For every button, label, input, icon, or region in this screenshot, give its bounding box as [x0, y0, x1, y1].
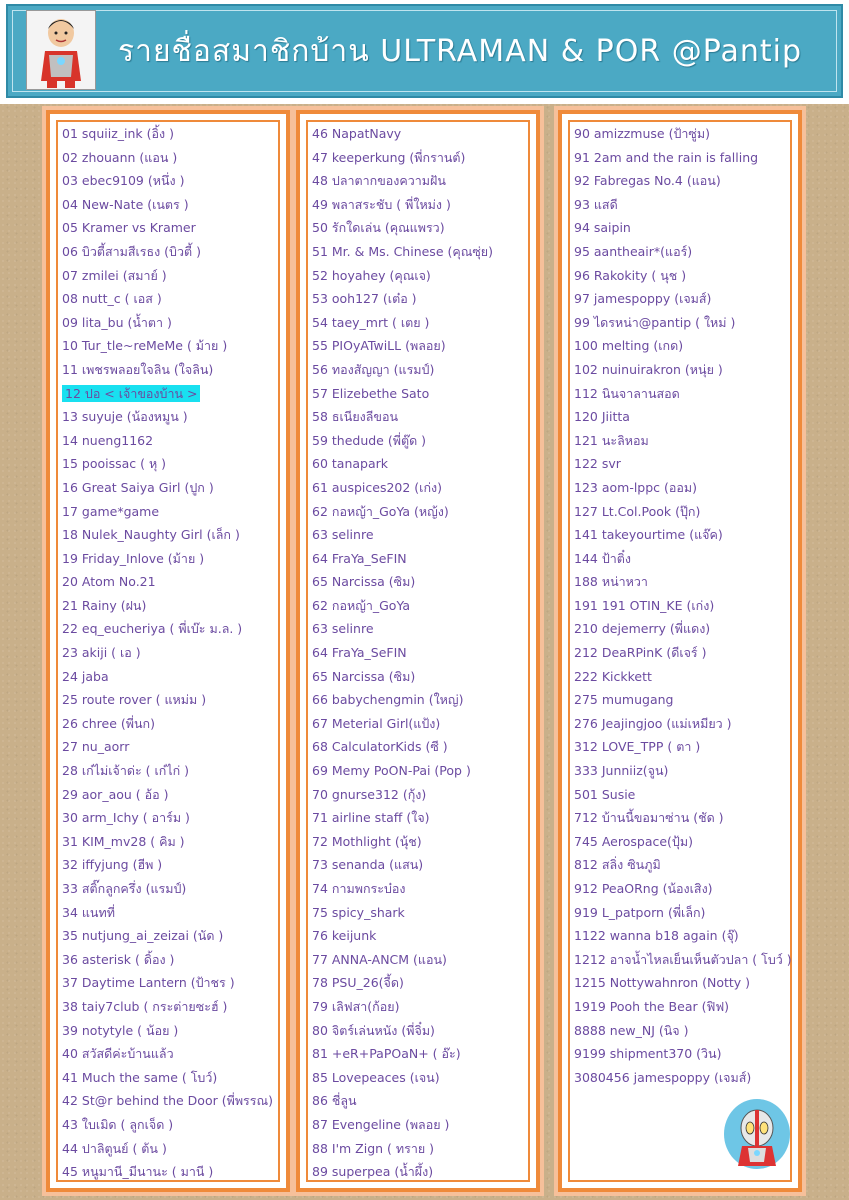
member-name: 49 พลาสระชับ ( พี่ใหม่ง ) — [312, 196, 451, 212]
member-list-item — [62, 500, 282, 524]
member-list-item — [312, 1113, 532, 1137]
member-list-item — [312, 429, 532, 453]
member-name: 10 Tur_tle~reMeMe ( ม้าย ) — [62, 338, 228, 354]
member-name: 112 นินจาลานสอด — [574, 385, 680, 401]
member-list-item — [574, 311, 794, 335]
member-name: 87 Evengeline (พลอย ) — [312, 1116, 450, 1132]
member-list-item — [62, 1137, 282, 1161]
member-list-item — [62, 924, 282, 948]
member-name: 91 2am and the rain is falling — [574, 149, 759, 165]
member-list-item — [574, 287, 794, 311]
member-list-item — [312, 901, 532, 925]
member-list-item — [312, 169, 532, 193]
member-name: 65 Narcissa (ซิม) — [312, 668, 416, 684]
member-name: 54 taey_mrt ( เตย ) — [312, 314, 430, 330]
member-name: 17 game*game — [62, 503, 160, 519]
member-list-item — [312, 1019, 532, 1043]
member-name: 21 Rainy (ฝน) — [62, 597, 147, 613]
member-name: 144 ป้าติ๋ง — [574, 550, 632, 566]
member-list-item — [574, 665, 794, 689]
member-name: 745 Aerospace(ปุ้ม) — [574, 833, 693, 849]
member-list-item — [312, 641, 532, 665]
member-name: 85 Lovepeaces (เจน) — [312, 1069, 440, 1085]
member-name: 32 iffyjung (ฮีพ ) — [62, 857, 163, 873]
member-name: 141 takeyourtime (แจ๊ค) — [574, 527, 723, 543]
member-name: 20 Atom No.21 — [62, 574, 156, 590]
member-list-item — [574, 853, 794, 877]
member-list-item — [312, 617, 532, 641]
member-name: 31 KIM_mv28 ( คิม ) — [62, 833, 185, 849]
member-list-item — [312, 216, 532, 240]
member-list-item — [574, 995, 794, 1019]
member-list-item — [62, 146, 282, 170]
member-name: 1122 wanna b18 again (จุ๊) — [574, 928, 739, 944]
member-list-item — [574, 358, 794, 382]
member-list-item — [312, 146, 532, 170]
member-list-item — [312, 405, 532, 429]
member-name: 12 ปอ < เจ้าของบ้าน > — [62, 385, 200, 402]
member-name: 102 nuinuirakron (หนุ่ย ) — [574, 361, 723, 377]
member-name: 712 บ้านนี้ขอมาซ่าน (ชัด ) — [574, 810, 724, 826]
member-list-item — [574, 806, 794, 830]
member-name: 188 หน่าหวา — [574, 574, 648, 590]
member-list-item — [312, 853, 532, 877]
member-list-item — [574, 971, 794, 995]
member-name: 56 ทองสัญญา (แรมป์) — [312, 361, 435, 377]
member-list-item — [312, 358, 532, 382]
member-list-item — [312, 924, 532, 948]
member-name: 19 Friday_Inlove (ม้าย ) — [62, 550, 205, 566]
member-name: 94 saipin — [574, 220, 631, 236]
member-list-item — [62, 1042, 282, 1066]
member-name: 90 amizzmuse (ป้าซู่ม) — [574, 126, 711, 141]
member-list-item — [574, 594, 794, 618]
member-name: 1919 Pooh the Bear (ฟิฟ) — [574, 998, 730, 1014]
member-name: 63 selinre — [312, 621, 374, 637]
member-list-item — [62, 122, 282, 146]
member-list-item — [312, 759, 532, 783]
member-name: 48 ปลาตากของความฝัน — [312, 173, 446, 189]
member-name: 44 ปาลิตูนย์ ( ต้น ) — [62, 1140, 167, 1156]
member-list-item — [62, 617, 282, 641]
member-name: 65 Narcissa (ซิม) — [312, 574, 416, 590]
member-name: 23 akiji ( เอ ) — [62, 645, 141, 661]
member-list-item — [62, 334, 282, 358]
member-name: 9199 shipment370 (วิน) — [574, 1046, 722, 1062]
member-list-item — [574, 334, 794, 358]
member-list-item — [62, 1089, 282, 1113]
member-list-item — [574, 830, 794, 854]
member-list-item — [574, 1019, 794, 1043]
member-list-item — [62, 547, 282, 571]
member-list-item — [312, 783, 532, 807]
member-name: 70 gnurse312 (กุ้ง) — [312, 786, 427, 802]
member-list-item — [312, 452, 532, 476]
member-list-item — [574, 523, 794, 547]
member-list-item — [62, 311, 282, 335]
member-name: 39 notytyle ( น้อย ) — [62, 1022, 179, 1038]
header-banner — [0, 0, 849, 104]
member-list-item — [62, 830, 282, 854]
member-list-item — [574, 429, 794, 453]
member-list-item — [62, 382, 282, 406]
member-list-item — [62, 735, 282, 759]
member-list-item — [574, 1042, 794, 1066]
member-name: 35 nutjung_ai_zeizai (นัด ) — [62, 928, 224, 944]
member-name: 93 แสดี — [574, 196, 618, 212]
member-list-item — [312, 712, 532, 736]
member-name: 60 tanapark — [312, 456, 388, 472]
member-list-item — [312, 1160, 532, 1184]
member-list-item — [62, 783, 282, 807]
member-name: 38 taiy7club ( กระต่ายซะฮ์ ) — [62, 998, 228, 1014]
member-name: 812 สลิ่ง ซินภูมิ — [574, 857, 661, 873]
member-column-3 — [558, 110, 802, 1192]
member-name: 80 จิตร์เล่นหนัง (พี่จิ๋ม) — [312, 1022, 435, 1038]
member-name: 127 Lt.Col.Pook (ปุ๊ก) — [574, 503, 701, 519]
member-name: 61 auspices202 (เก่ง) — [312, 479, 442, 495]
member-list-3 — [574, 122, 794, 1089]
member-name: 51 Mr. & Ms. Chinese (คุณซุ่ย) — [312, 243, 493, 259]
member-list-item — [574, 452, 794, 476]
member-list-item — [574, 712, 794, 736]
member-name: 18 Nulek_Naughty Girl (เล็ก ) — [62, 527, 240, 543]
member-name: 52 hoyahey (คุณเจ) — [312, 267, 431, 283]
member-name: 42 St@r behind the Door (พี่พรรณ) — [62, 1093, 273, 1109]
member-column-2 — [296, 110, 540, 1192]
member-list-item — [312, 948, 532, 972]
member-list-item — [574, 1066, 794, 1090]
member-list-item — [62, 1066, 282, 1090]
member-list-item — [312, 806, 532, 830]
member-name: 64 FraYa_SeFIN — [312, 550, 407, 566]
member-name: 191 191 OTIN_KE (เก่ง) — [574, 597, 715, 613]
member-name: 71 airline staff (ใจ) — [312, 810, 430, 826]
member-name: 78 PSU_26(จี้ด) — [312, 975, 404, 991]
member-name: 276 Jeajingjoo (แม่เหมียว ) — [574, 715, 732, 731]
member-list-item — [62, 901, 282, 925]
member-list-item — [62, 948, 282, 972]
member-name: 76 keijunk — [312, 928, 377, 944]
member-name: 95 aantheair*(แอร์) — [574, 243, 693, 259]
member-list-item — [62, 594, 282, 618]
member-name: 59 thedude (พี่ตู๊ด ) — [312, 432, 427, 448]
member-list-item — [62, 759, 282, 783]
member-name: 34 แนทที่ — [62, 904, 115, 920]
member-list-item — [312, 193, 532, 217]
member-list-item — [312, 1137, 532, 1161]
member-list-item — [62, 264, 282, 288]
member-list-item — [62, 1113, 282, 1137]
member-list-item — [312, 877, 532, 901]
member-name: 47 keeperkung (พี่กรานต์) — [312, 149, 466, 165]
member-list-item — [312, 476, 532, 500]
member-list-item — [62, 193, 282, 217]
member-name: 68 CalculatorKids (ซี ) — [312, 739, 448, 755]
member-list-item — [312, 735, 532, 759]
member-list-item — [62, 877, 282, 901]
member-name: 43 ใบเมิด ( ลูกเจ็ด ) — [62, 1116, 174, 1132]
member-list-item — [62, 971, 282, 995]
member-list-item — [574, 405, 794, 429]
member-list-item — [312, 311, 532, 335]
member-name: 333 Junniiz(จูน) — [574, 763, 669, 779]
member-list-item — [574, 264, 794, 288]
member-name: 8888 new_NJ (นิจ ) — [574, 1022, 689, 1038]
member-name: 22 eq_eucheriya ( พี่เบ๊ะ ม.ล. ) — [62, 621, 243, 637]
member-list-item — [62, 853, 282, 877]
member-list-item — [574, 476, 794, 500]
member-list-item — [312, 382, 532, 406]
member-list-item — [62, 806, 282, 830]
member-name: 912 PeaORng (น้องเสิง) — [574, 881, 713, 896]
page-title: รายชื่อสมาชิกบ้าน ULTRAMAN & POR @Pantip — [117, 34, 802, 69]
member-list-item — [312, 1042, 532, 1066]
member-name: 37 Daytime Lantern (ป้าชร ) — [62, 975, 235, 991]
member-list-item — [574, 169, 794, 193]
member-list-item — [312, 523, 532, 547]
member-list-item — [574, 500, 794, 524]
ultraman-mascot-icon — [722, 1098, 792, 1174]
member-name: 41 Much the same ( โบว์) — [62, 1069, 218, 1085]
member-list-item — [574, 783, 794, 807]
member-list-item — [62, 476, 282, 500]
member-name: 62 กอหญ้า_GoYa (หญ้ง) — [312, 503, 449, 519]
member-name: 222 Kickkett — [574, 668, 652, 684]
member-name: 53 ooh127 (เต๋อ ) — [312, 291, 417, 307]
member-list-item — [312, 971, 532, 995]
member-name: 73 senanda (แสน) — [312, 857, 424, 873]
member-name: 64 FraYa_SeFIN — [312, 645, 407, 661]
member-name: 120 Jiitta — [574, 409, 630, 425]
member-list-item — [62, 1019, 282, 1043]
member-name: 45 หนูมานี_มีนานะ ( มานี ) — [62, 1164, 214, 1180]
member-list-item — [312, 1066, 532, 1090]
member-name: 81 +eR+PaPOaN+ ( อ๊ะ) — [312, 1046, 461, 1062]
member-list-item — [312, 240, 532, 264]
member-list-item — [574, 735, 794, 759]
member-name: 66 babychengmin (ใหญ่) — [312, 692, 464, 708]
member-name: 24 jaba — [62, 668, 109, 684]
member-name: 919 L_patporn (พี่เล็ก) — [574, 904, 706, 920]
member-list-item — [312, 1089, 532, 1113]
member-list-item — [62, 358, 282, 382]
member-list-item — [574, 948, 794, 972]
member-name: 50 รักใดเล่น (คุณแพรว) — [312, 220, 445, 236]
member-name: 3080456 jamespoppy (เจมส์) — [574, 1069, 752, 1085]
member-name: 04 New-Nate (เนตร ) — [62, 196, 189, 212]
member-list-item — [312, 830, 532, 854]
ultraman-avatar — [26, 10, 96, 90]
member-name: 275 mumugang — [574, 692, 674, 708]
member-name: 26 chree (พี่นก) — [62, 715, 155, 731]
member-name: 100 melting (เกด) — [574, 338, 684, 354]
member-name: 08 nutt_c ( เอส ) — [62, 291, 162, 307]
member-list-item — [312, 688, 532, 712]
member-name: 74 กามพกระบ๋อง — [312, 881, 406, 896]
member-name: 89 superpea (น้ำผึ้ง) — [312, 1164, 434, 1180]
member-name: 79 เลิฟสา(ก้อย) — [312, 998, 400, 1014]
member-list-item — [574, 570, 794, 594]
member-name: 13 suyuje (น้องหมูน ) — [62, 409, 188, 425]
member-list-item — [62, 523, 282, 547]
member-name: 1215 Nottywahnron (Notty ) — [574, 975, 751, 991]
cartoon-figure-icon — [27, 11, 95, 89]
member-name: 96 Rakokity ( นุช ) — [574, 267, 687, 283]
member-name: 86 ชี่ลูน — [312, 1093, 357, 1109]
member-name: 11 เพชรพลอยใจลิน (ใจลิน) — [62, 361, 214, 377]
member-name: 99 ไดรหน่า@pantip ( ใหม่ ) — [574, 314, 736, 330]
member-list-item — [312, 334, 532, 358]
member-list-item — [574, 193, 794, 217]
member-name: 72 Mothlight (นุ้ช) — [312, 833, 422, 849]
member-name: 63 selinre — [312, 527, 374, 543]
member-list-item — [62, 712, 282, 736]
member-name: 122 svr — [574, 456, 621, 472]
member-name: 57 Elizebethe Sato — [312, 385, 430, 401]
member-name: 02 zhouann (แอน ) — [62, 149, 178, 165]
member-list-item — [62, 405, 282, 429]
member-column-1 — [46, 110, 290, 1192]
member-list-item — [62, 1160, 282, 1184]
member-list-item — [62, 216, 282, 240]
member-list-item — [312, 287, 532, 311]
member-list-item — [574, 617, 794, 641]
member-list-item — [312, 995, 532, 1019]
member-list-item — [312, 665, 532, 689]
member-list-item — [574, 382, 794, 406]
member-name: 55 PIOyATwiLL (พลอย) — [312, 338, 446, 354]
member-name: 88 I'm Zign ( ทราย ) — [312, 1140, 435, 1156]
member-list-item — [574, 688, 794, 712]
member-list-item — [312, 547, 532, 571]
member-list-item — [62, 688, 282, 712]
member-name: 14 nueng1162 — [62, 432, 154, 448]
member-list-item — [574, 547, 794, 571]
member-list-item — [62, 240, 282, 264]
member-name: 97 jamespoppy (เจมส์) — [574, 291, 712, 307]
member-name: 05 Kramer vs Kramer — [62, 220, 196, 236]
member-name: 212 DeaRPinK (ดีเจร์ ) — [574, 645, 707, 661]
member-name: 29 aor_aou ( อ้อ ) — [62, 786, 169, 802]
member-name: 06 บิวตี้สามสีเรธง (บิวตี้ ) — [62, 243, 201, 259]
member-name: 30 arm_Ichy ( อาร์ม ) — [62, 810, 190, 826]
member-list-2 — [312, 122, 532, 1184]
member-list-item — [312, 264, 532, 288]
member-list-item — [574, 901, 794, 925]
member-list-item — [62, 169, 282, 193]
member-list-1 — [62, 122, 282, 1184]
member-name: 16 Great Saiya Girl (ปูก ) — [62, 479, 214, 495]
member-name: 69 Memy PoON-Pai (Pop ) — [312, 763, 471, 779]
member-name: 77 ANNA-ANCM (แอน) — [312, 951, 447, 967]
member-list-item — [62, 570, 282, 594]
member-name: 312 LOVE_TPP ( ตา ) — [574, 739, 701, 755]
member-list-item — [312, 570, 532, 594]
member-name: 67 Meterial Girl(แป้ง) — [312, 715, 441, 731]
member-name: 92 Fabregas No.4 (แอน) — [574, 173, 721, 189]
member-list-item — [62, 429, 282, 453]
member-list-item — [312, 122, 532, 146]
member-list-item — [62, 452, 282, 476]
member-name: 03 ebec9109 (หนึ่ง ) — [62, 173, 185, 189]
member-list-item — [62, 995, 282, 1019]
member-name: 27 nu_aorr — [62, 739, 130, 755]
member-name: 75 spicy_shark — [312, 904, 405, 920]
member-list-item — [312, 500, 532, 524]
member-list-item — [62, 641, 282, 665]
member-name: 62 กอหญ้า_GoYa — [312, 597, 411, 613]
member-name: 15 pooissac ( หุ ) — [62, 456, 167, 472]
member-name: 123 aom-lppc (ออม) — [574, 479, 698, 495]
member-name: 121 นะลิหอม — [574, 432, 649, 448]
member-list-item — [62, 287, 282, 311]
member-list-item — [574, 924, 794, 948]
member-list-item — [574, 240, 794, 264]
member-name: 1212 อาจน้ำไหลเย็นเห็นตัวปลา ( โบว์ ) — [574, 951, 792, 967]
member-name: 46 NapatNavy — [312, 126, 402, 141]
member-name: 40 สวัสดีค่ะบ้านแล้ว — [62, 1046, 174, 1062]
member-name: 09 lita_bu (น้ำตา ) — [62, 314, 172, 330]
member-list-item — [574, 122, 794, 146]
member-list-item — [574, 641, 794, 665]
member-list-item — [312, 594, 532, 618]
member-list-item — [62, 665, 282, 689]
member-name: 58 ธเนียงลีขอน — [312, 409, 399, 425]
member-name: 28 เก๋ไม่เจ้าด่ะ ( เก๋ไก่ ) — [62, 763, 190, 779]
member-name: 210 dejemerry (พี่แดง) — [574, 621, 711, 637]
member-list-item — [574, 877, 794, 901]
member-name: 25 route rover ( แหม่ม ) — [62, 692, 207, 708]
member-list-item — [574, 216, 794, 240]
member-name: 501 Susie — [574, 786, 636, 802]
member-list-item — [574, 146, 794, 170]
member-name: 07 zmilei (สมาย์ ) — [62, 267, 167, 283]
member-name: 33 สติ๊กลูกครึ่ง (แรมป์) — [62, 881, 187, 896]
member-name: 36 asterisk ( ดิ้อง ) — [62, 951, 175, 967]
member-name: 01 squiiz_ink (อิ้ง ) — [62, 126, 174, 141]
member-list-item — [574, 759, 794, 783]
